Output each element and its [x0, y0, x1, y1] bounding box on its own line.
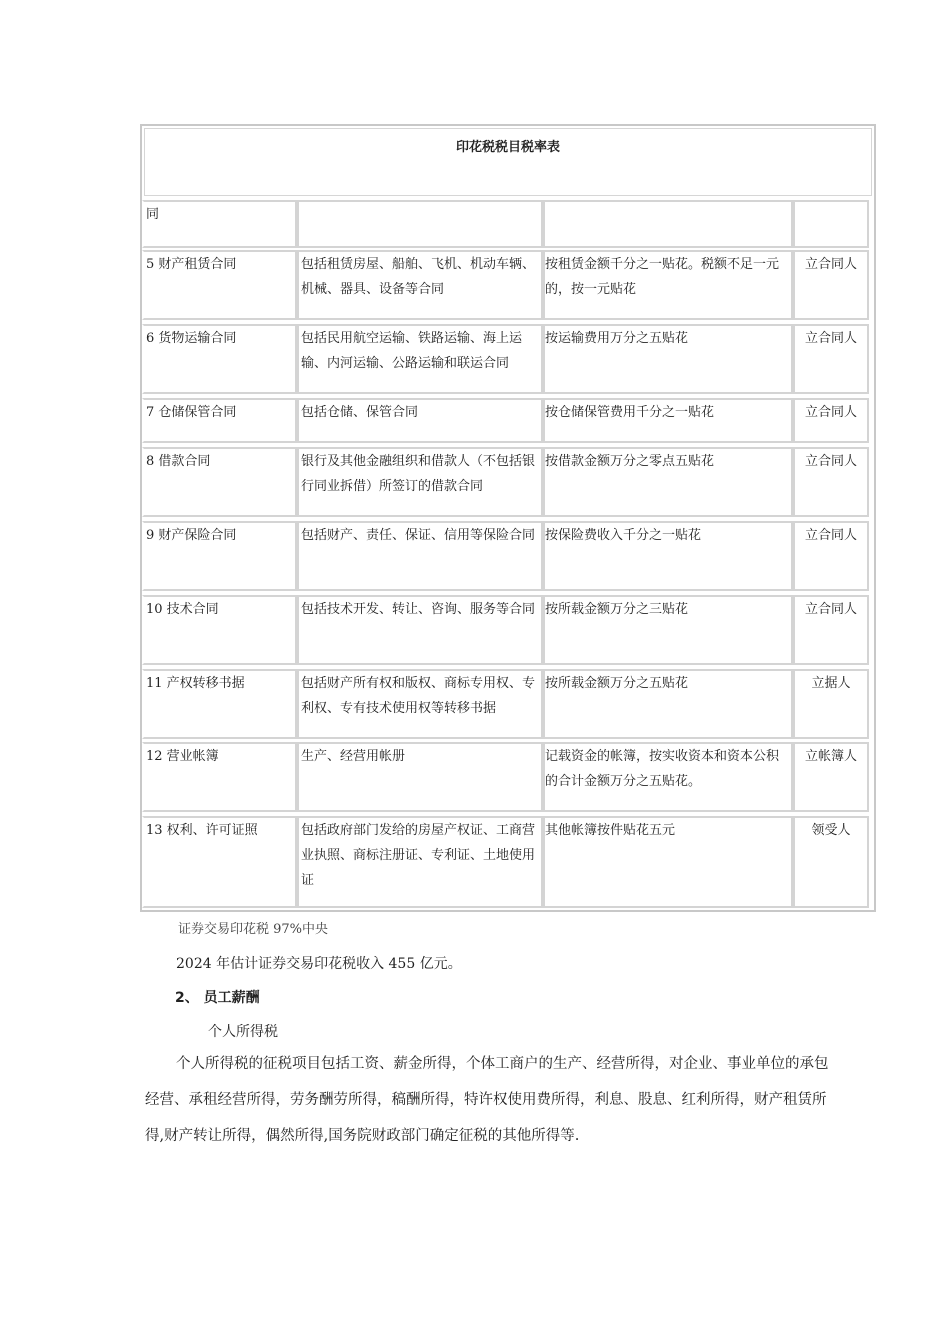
table-cell-scope: 包括仓储、保管合同	[297, 398, 543, 443]
table-cell-payer: 立合同人	[793, 324, 869, 394]
table-cell-item: 12 营业帐簿	[142, 742, 297, 812]
table-cell-scope: 银行及其他金融组织和借款人（不包括银行同业拆借）所签订的借款合同	[297, 447, 543, 517]
note-estimated-revenue: 2024 年估计证券交易印花税收入 455 亿元。	[176, 956, 462, 972]
table-cell-scope: 包括政府部门发给的房屋产权证、工商营业执照、商标注册证、专利证、土地使用证	[297, 816, 543, 908]
table-cell-item: 5 财产租赁合同	[142, 250, 297, 320]
table-cell-payer: 立帐簿人	[793, 742, 869, 812]
table-cell-rate: 按所载金额万分之五贴花	[543, 669, 793, 739]
table-cell-rate: 按所载金额万分之三贴花	[543, 595, 793, 665]
table-cell-rate: 其他帐簿按件贴花五元	[543, 816, 793, 908]
table-cell-payer: 立合同人	[793, 250, 869, 320]
table-cell-payer: 立合同人	[793, 447, 869, 517]
table-cell-scope: 包括民用航空运输、铁路运输、海上运输、内河运输、公路运输和联运合同	[297, 324, 543, 394]
section-paragraph: 个人所得税的征税项目包括工资、薪金所得，个体工商户的生产、经营所得，对企业、事业单位的承包经营、承租经营所得，劳务酬劳所得，稿酬所得，特许权使用费所得，利息、股息、红利所得，财产租赁所得,财产转让所得，偶然所得,国务院财政部门确定征税的其他所得等.	[145, 1056, 829, 1144]
table-cell-payer: 立据人	[793, 669, 869, 739]
table-cell-scope: 包括租赁房屋、船舶、飞机、机动车辆、机械、器具、设备等合同	[297, 250, 543, 320]
table-cell-rate: 按运输费用万分之五贴花	[543, 324, 793, 394]
table-cell-rate: 按借款金额万分之零点五贴花	[543, 447, 793, 517]
table-cell-empty	[793, 200, 869, 248]
section-subheading: 个人所得税	[208, 1024, 278, 1040]
table-cell-scope: 生产、经营用帐册	[297, 742, 543, 812]
table-cell-rate: 按保险费收入千分之一贴花	[543, 521, 793, 591]
table-cell-scope: 包括财产所有权和版权、商标专用权、专利权、专有技术使用权等转移书据	[297, 669, 543, 739]
table-cell-payer: 立合同人	[793, 595, 869, 665]
table-cell-item: 6 货物运输合同	[142, 324, 297, 394]
table-cell-item: 8 借款合同	[142, 447, 297, 517]
table-cell-continued: 同	[142, 200, 297, 248]
table-cell-payer: 立合同人	[793, 521, 869, 591]
table-cell-payer: 领受人	[793, 816, 869, 908]
table-cell-rate: 按租赁金额千分之一贴花。税额不足一元的，按一元贴花	[543, 250, 793, 320]
table-cell-rate: 按仓储保管费用千分之一贴花	[543, 398, 793, 443]
table-cell-item: 7 仓储保管合同	[142, 398, 297, 443]
table-cell-item: 11 产权转移书据	[142, 669, 297, 739]
note-securities-stamp-tax: 证券交易印花税 97%中央	[178, 922, 329, 937]
section-heading: 2、 员工薪酬	[175, 990, 260, 1006]
table-cell-empty	[297, 200, 543, 248]
table-cell-payer: 立合同人	[793, 398, 869, 443]
table-cell-scope: 包括财产、责任、保证、信用等保险合同	[297, 521, 543, 591]
table-cell-item: 13 权利、许可证照	[142, 816, 297, 908]
table-cell-scope: 包括技术开发、转让、咨询、服务等合同	[297, 595, 543, 665]
table-title: 印花税税目税率表	[144, 128, 872, 196]
table-cell-item: 9 财产保险合同	[142, 521, 297, 591]
table-cell-rate: 记载资金的帐簿，按实收资本和资本公积的合计金额万分之五贴花。	[543, 742, 793, 812]
table-cell-item: 10 技术合同	[142, 595, 297, 665]
table-cell-empty	[543, 200, 793, 248]
